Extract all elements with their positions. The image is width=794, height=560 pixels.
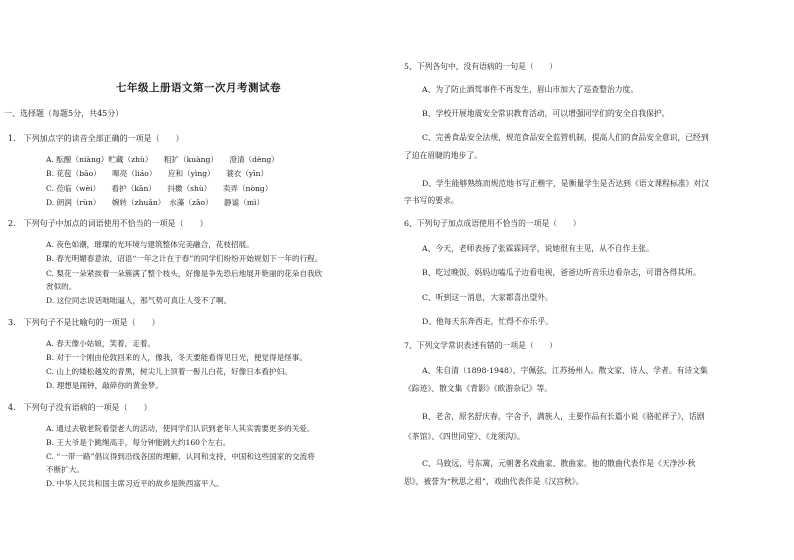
option-c: C、完善食品安全法规，规范食品安全监管机制，提高人们的食品安全意识，已经到 — [422, 133, 709, 142]
question-stem: 4. 下列句子没有语病的一项是（ ） — [8, 403, 152, 412]
option-b: B. 对于一个刚由伦敦回来的人，像我，冬天要能看得见日光，便觉得是怪事。 — [46, 353, 307, 362]
question-stem: 7、下列文学常识表述有错的一项是（ ） — [404, 341, 558, 350]
option-a: A、朱自清（1898-1948），字佩弦，江苏扬州人。散文家、诗人、学者。有诗文集 — [422, 366, 708, 375]
section-heading: 一、选择题（每题5分，共45分） — [4, 109, 124, 118]
option-c: C. 梨花一朵紧挨着一朵簇满了整个枝头，好像是争先恐后地展开艳丽的花朵自我欣 — [46, 269, 323, 278]
option-d: D. 朗润（rùn） 婉转（zhuǎn） 水藻（zǎo） 静谧（mì） — [46, 198, 265, 207]
option-d: D. 理想是闹钟，敲碎你的黄金梦。 — [46, 381, 163, 390]
option-a: A. 春天像小姑娘，笑着，走着。 — [46, 339, 156, 348]
option-d: D、他每天东奔西走，忙得不亦乐乎。 — [422, 317, 553, 326]
option-b-continued: 《茶馆》、《四世同堂》、《龙须沟》。 — [404, 432, 525, 441]
question-stem: 6、下列句子加点成语使用不恰当的一项是（ ） — [404, 219, 581, 228]
question-stem: 3. 下列句子不是比喻句的一项是（ ） — [8, 318, 160, 327]
option-d: D. 这位同志说话咄咄逼人，那气势可真让人受不了啊。 — [46, 296, 232, 305]
option-a: A. 夜色如潮，璀璨的光环境与建筑整体完美融合，花枝招展。 — [46, 240, 254, 249]
option-b: B、吃过晚饭，妈妈边嗑瓜子边看电视，爸爸边听音乐边看杂志，可谓各得其所。 — [422, 268, 701, 277]
option-c-continued: 思》，被誉为“秋思之祖”，戏曲代表作是《汉宫秋》。 — [404, 477, 584, 486]
question-stem: 2. 下列句子中加点的词语使用不恰当的一项是（ ） — [8, 219, 208, 228]
option-c: C、马致远，号东篱，元朝著名戏曲家、散曲家。他的散曲代表作是《天净沙·秋 — [422, 459, 696, 468]
option-b: B. 王大爷是个跳绳高手，每分钟能跳大约160个左右。 — [46, 438, 231, 447]
option-c: C. 莅临（wèi） 看护（kān） 抖擞（shù） 卖弄（nòng） — [46, 184, 273, 193]
option-d-continued: 字书写的要求。 — [404, 196, 459, 205]
option-a: A. 酝酿（niàng）贮藏（zhù） 粗犷（kuàng） 澄清（dèng） — [46, 155, 279, 164]
option-c: C、听到这一消息，大家都喜出望外。 — [422, 293, 553, 302]
question-stem: 5、下列各句中，没有语病的一句是（ ） — [404, 62, 558, 71]
option-c: C. “一带一路”倡议得到沿线各国的理解、认同和支持，中国和这些国家的交流将 — [46, 452, 315, 461]
option-b: B、老舍，原名舒庆春，字舍予，满族人，主要作品有长篇小说《骆驼祥子》，话剧 — [422, 412, 705, 421]
page-title: 七年级上册语文第一次月考测试卷 — [116, 82, 281, 94]
option-c-continued: 了迫在眉睫的地步了。 — [404, 151, 482, 160]
option-a: A. 通过去敬老院看望老人的活动，使同学们认识到老年人其实需要更多的关爱。 — [46, 424, 315, 433]
option-d: D. 中华人民共和国主席习近平的故乡是陕西富平人。 — [46, 479, 224, 488]
option-c-continued: 不断扩大。 — [46, 465, 84, 474]
option-a: A、为了防止酒驾事件不再发生，眉山市加大了巡查整治力度。 — [422, 85, 639, 94]
option-a-continued: 《踪迹》、散文集《背影》《欧游杂记》等。 — [404, 384, 553, 393]
option-b: B. 花苞（bāo） 嗥亮（liáo） 应和（yìng） 蓑衣（yīn） — [46, 169, 269, 178]
option-c-continued: 赏似的。 — [46, 282, 77, 291]
option-a: A、今天，老师表扬了张霖霖同学，说她很有主见，从不自作主张。 — [422, 244, 654, 253]
question-stem: 1. 下列加点字的读音全部正确的一项是（ ） — [8, 134, 184, 143]
option-b: B、学校开展地震安全常识教育活动，可以增强同学们的安全自我保护。 — [422, 109, 670, 118]
option-d: D、学生能够熟练而规范地书写正楷字，是衡量学生是否达到《语文课程标准》对汉 — [422, 179, 709, 188]
option-c: C. 山上的矮松越发的青黑，树尖儿上顶着一髻儿白花，好像日本看护妇。 — [46, 367, 292, 376]
option-b: B. 春光明媚春意浓，诏语“一年之计在于春”的同学们纷纷开始规划下一年的行程。 — [46, 254, 323, 263]
